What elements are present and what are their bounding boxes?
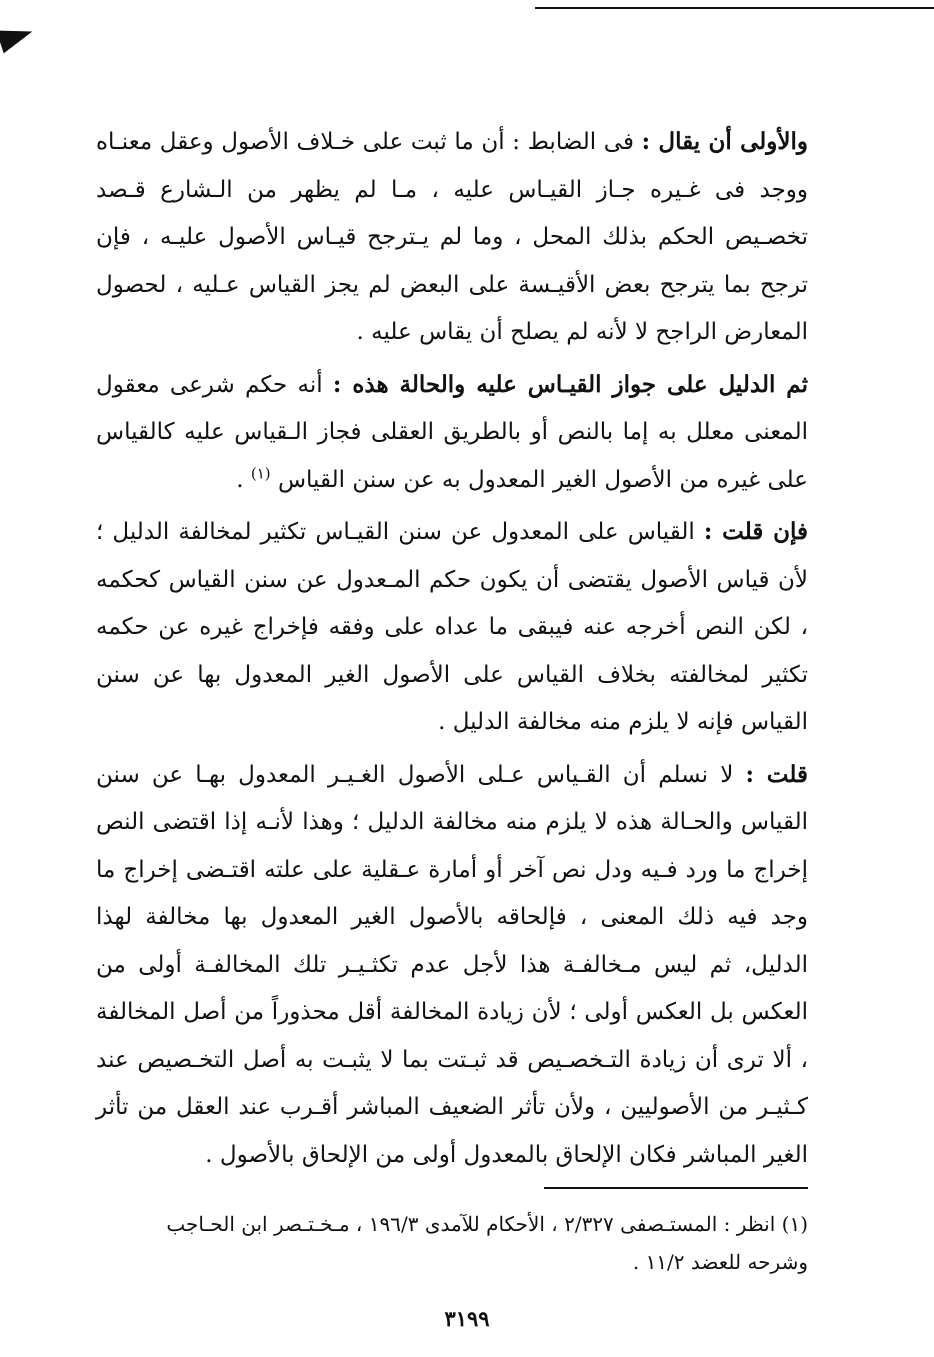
paragraph-3 [96, 508, 808, 747]
paragraph-3-text: القياس على المعدول عن سنن القيـاس تكثير لمخالفة الدليل ؛ لأن قياس الأصول يقتضى أن يكون حكم المـعدول عن سنن القياس كحكمه ، لكن النص أخرجه عنه فيبقى ما عداه على وفقه فإخراج غيره عن حكمه تكثير لمخالفته بخلاف القياس على الأصول الغير المعدول بها عن سنن القياس فإنه لا يلزم منه مخالفة الدليل . [96, 519, 808, 735]
paragraph-2 [96, 361, 808, 505]
paragraph-1 [96, 118, 808, 357]
paragraph-2-tail: . [236, 466, 251, 493]
paragraph-4 [96, 751, 808, 1180]
paragraph-2-text: أنه حكم شرعى معقول المعنى معلل به إما بالنص أو بالطريق العقلى فجاز الـقياس عليه كالقياس على غيره من الأصول الغير المعدول به عن سنن القياس [96, 371, 808, 493]
paragraph-4-lead: قلت : [745, 760, 808, 788]
top-rule [535, 7, 934, 9]
paragraph-2-lead: ثم الدليل على جواز القيـاس عليه والحالة هذه : [332, 370, 809, 398]
paragraph-1-lead: والأولى أن يقال : [641, 128, 808, 155]
footnote [96, 1205, 808, 1281]
paragraph-4-text: لا نسلم أن القـياس عـلى الأصول الغـيـر المعدول بهـا عن سنن القياس والحـالة هذه لا يلزم منه مخالفة الدليل ؛ وهذا لأنـه إذا اقتضى النص إخراج ما ورد فـيه ودل نص آخر أو أمارة عـقلية على علته اقتـضى إخراج ما وجد فيه ذلك المعنى ، فإلحاقه بالأصول الغير المعدول بها مخالفة لهذا الدليل، ثم ليس مـخالفـة هذا لأجل عدم تكثـيـر تلك المخالفـة أولى من العكس بل العكس أولى ؛ لأن زيادة المخالفة أقل محذوراً من أصل المخالفة ، ألا ترى أن زيادة التـخصـيص قد ثبـتت بما لا يثبـت به أصل التخـصيص عند كـثيـر من الأصوليين ، ولأن تأثر الضعيف المباشر أقـرب عند العقل من تأثر الغير المباشر فكان الإلحاق بالمعدول أولى من الإلحاق بالأصول . [96, 761, 808, 1168]
main-text [96, 118, 808, 1179]
paragraph-1-text: فى الضابط : أن ما ثبت على خـلاف الأصول وعقل معنـاه ووجد فى غـيره جـاز القيـاس عليه ، مـا لم يظهر من الـشارع قـصد تخصـيص الحكم بذلك المحل ، وما لم يـترجح قيـاس الأصول عليـه ، فإن ترجح بما يترجح بعض الأقيـسة على البعض لم يجز القياس عـليه ، لحصول المعارض الراجح لا لأنه لم يصلح أن يقاس عليه . [96, 129, 808, 345]
footnote-reference: (١) [250, 463, 271, 482]
footnote-separator [544, 1187, 808, 1189]
corner-arrow-mark [0, 20, 36, 53]
footnote-line-1: (١) انظر : المستـصفى ٢/٣٢٧ ، الأحكام للآمدى ١٩٦/٣ ، مـخـتـصر ابن الحـاجب [166, 1212, 808, 1236]
page-number: ٣١٩٩ [444, 1306, 490, 1331]
paragraph-3-lead: فإن قلت : [703, 518, 809, 545]
footnote-line-2: وشرحه للعضد ١١/٢ . [632, 1250, 808, 1274]
